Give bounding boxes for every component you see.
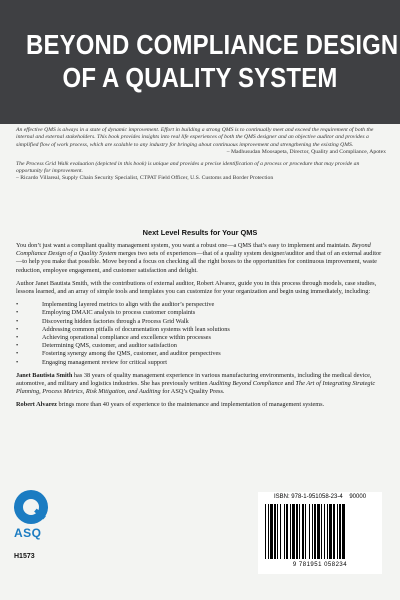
product-code: H1573 (14, 553, 35, 560)
feature-item: • Implementing layered metrics to align with the auditor’s perspective (16, 301, 386, 309)
bio-text-alvarez: brings more than 40 years of experience to the maintenance and implementation of management systems. (56, 401, 325, 409)
testimonial-attribution-2: – Ricardo Villareal, Supply Chain Security Specialist, CTPAT Field Officer, U.S. Customs and Border Protection (16, 175, 274, 182)
feature-item: • Achieving operational compliance and excellence within processes (16, 334, 386, 342)
intro-paragraph (16, 242, 386, 275)
section-heading: Next Level Results for Your QMS (142, 228, 258, 237)
asq-logo-icon (14, 490, 48, 524)
testimonials (16, 127, 386, 183)
title-banner (0, 0, 400, 124)
barcode-block (258, 492, 382, 574)
book-title-line-1: BEYOND COMPLIANCE DESIGN (26, 29, 399, 60)
author-paragraph: Author Janet Bautista Smith, with the contributions of external auditor, Robert Alvarez, guide you in this process through models, case studies, lessons learned, and an array of simple tools and templates you can customize for your organization and begin using immediately, including: (16, 279, 377, 296)
intro-text-1: You don’t just want a compliant quality management system, you want a robust one—a QMS that’s easy to implement and maintain. (16, 242, 352, 249)
feature-item: • Employing DMAIC analysis to process customer complaints (16, 309, 386, 317)
isbn-label: ISBN: 978-1-951058-23-4 90000 (273, 494, 367, 500)
bio-text-1: has 38 years of quality management experience in various manufacturing environments, including the medical device, automotive, and military and logistics industries. She has previously written (16, 371, 372, 388)
barcode-number: 9 781951 058234 (292, 562, 348, 568)
testimonial-quote-2: The Process Grid Walk evaluation (depicted in this book) is unique and provides a precise identification of a process or procedure that may provide an opportunity for improvement. (16, 160, 360, 175)
book-title-art: The Art of Integrating Strategic Planning, Process Metrics, Risk Mitigation, and Auditing (16, 380, 376, 396)
author-bio-smith (16, 372, 386, 397)
feature-item: • Determining QMS, customer, and auditor satisfaction (16, 342, 386, 350)
feature-item: • Discovering hidden factories through a Process Grid Walk (16, 318, 386, 326)
bio-text-2: and (283, 380, 296, 388)
feature-item: • Addressing common pitfalls of documentation systems with lean solutions (16, 326, 386, 334)
feature-item: • Engaging management review for critical support (16, 359, 386, 367)
book-title-auditing: Auditing Beyond Compliance (209, 380, 284, 388)
author-bio-alvarez (16, 401, 386, 409)
asq-logo-text: ASQ (14, 526, 42, 540)
description-body (16, 242, 386, 415)
price-code: 90000 (349, 494, 367, 500)
bio-text-3: for ASQ’s Quality Press. (160, 388, 225, 396)
barcode-icon (264, 504, 376, 559)
book-title-line-2: OF A QUALITY SYSTEM (62, 62, 338, 93)
testimonial-attribution-1: – Madhusudan Moosapeta, Director, Quality and Compliance, Apotex (226, 149, 386, 156)
intro-text-2: merges two sets of experiences—that of a quality system designer/auditor and that of an external auditor—to help you make that possible. Move beyond a focus on checking all the right boxes to the opportunities for continuous improvement, waste reduction, employee engagement, and customer satisfaction and delight. (16, 250, 382, 274)
author-name-smith: Janet Bautista Smith (16, 371, 73, 379)
author-name-alvarez: Robert Alvarez (16, 401, 57, 409)
intro-book-title: Beyond Compliance Design of a Quality System (16, 242, 371, 258)
feature-list (16, 301, 386, 367)
asq-logo (14, 490, 54, 540)
testimonial-quote-1: An effective QMS is always in a state of dynamic improvement. Effort in building a strong QMS is to continually meet and exceed the requirement of both the internal and external stakeholders. This book provides insights into real life experiences of both the QMS designer and an objective auditor and provides a simplified flow of work process, which are scalable to any industry for bringing about continuous improvement and strengthening the existing QMS. (16, 127, 374, 148)
feature-item: • Fostering synergy among the QMS, customer, and auditor perspectives (16, 350, 386, 358)
